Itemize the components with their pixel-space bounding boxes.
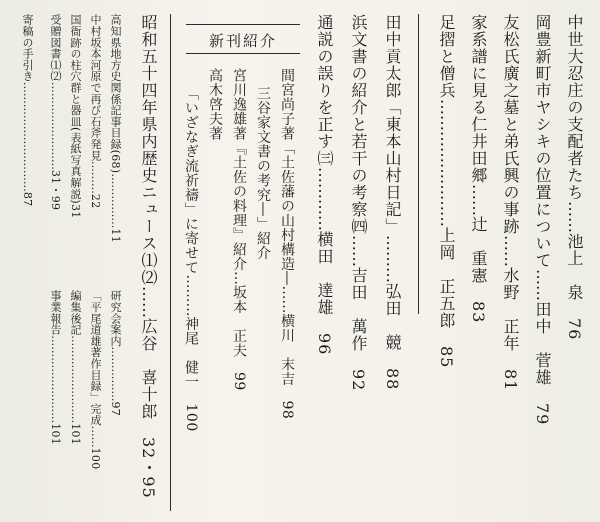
article-2: 友松氏廣之墓と弟氏興の事跡……水野 正年 81 bbox=[501, 14, 520, 392]
article-6: 浜文書の紹介と若干の考察㈣……吉田 萬作 92 bbox=[349, 14, 368, 392]
small-bottom-0: 研究会案内……………97 bbox=[109, 290, 122, 417]
shinkan-heading: 新刊紹介 bbox=[208, 32, 277, 50]
article-7: 通説の誤りを正す㈢…………横田 達雄 96 bbox=[315, 14, 334, 356]
shinkan-item-1: 三谷家文書の考究―」紹介 bbox=[255, 86, 271, 260]
small-left-3: 受贈図書⑴⑵……………………31・99 bbox=[49, 14, 62, 211]
divider-right bbox=[418, 14, 419, 314]
shinkan-item-0: 間宮尚子著「土佐藩の山村構造―……横川 末吉 98 bbox=[279, 68, 295, 420]
news-item: 昭和五十四年県内歴史ニュース⑴⑵……広谷 喜十郎 32・95 bbox=[139, 14, 158, 499]
article-3: 家系譜に見る仁井田郷……辻 重憲 83 bbox=[469, 14, 488, 324]
article-0: 中世大忍庄の支配者たち……池上 泉 76 bbox=[565, 14, 584, 341]
shinkan-item-3: 高木啓夫著 bbox=[207, 68, 223, 141]
article-1: 岡豊新町市ヤシキの位置について……田中 菅雄 79 bbox=[533, 14, 552, 426]
divider-mid bbox=[170, 14, 171, 511]
small-bottom-3: 事業報告……………………101 bbox=[49, 290, 62, 446]
shinkan-item-4: 「いざなぎ流祈禱」に寄せて………神尾 健一 100 bbox=[183, 86, 199, 432]
article-5: 田中貢太郎「東本山村日記」………弘田 競 88 bbox=[383, 14, 402, 391]
small-left-2: 国衙跡の柱穴群と器皿(表紙写真解説)31 bbox=[69, 14, 82, 219]
shinkan-item-2: 宮川逸雄著『土佐の料理』紹介…坂本 正夫 99 bbox=[231, 68, 247, 391]
small-left-0: 高知県地方史関係記事目録(68)……………11 bbox=[109, 14, 122, 243]
small-bottom-2: 編集後記……………………101 bbox=[69, 290, 82, 446]
small-left-4: 寄稿の手引き…………………………87 bbox=[21, 14, 34, 207]
small-bottom-1: 「平尾道雄著作目録」完成……100 bbox=[89, 290, 102, 470]
article-4: 足摺と僧兵……………………上岡 正五郎 85 bbox=[437, 14, 456, 369]
small-left-1: 中村坂本河原で再び石斧発見………22 bbox=[89, 14, 102, 209]
